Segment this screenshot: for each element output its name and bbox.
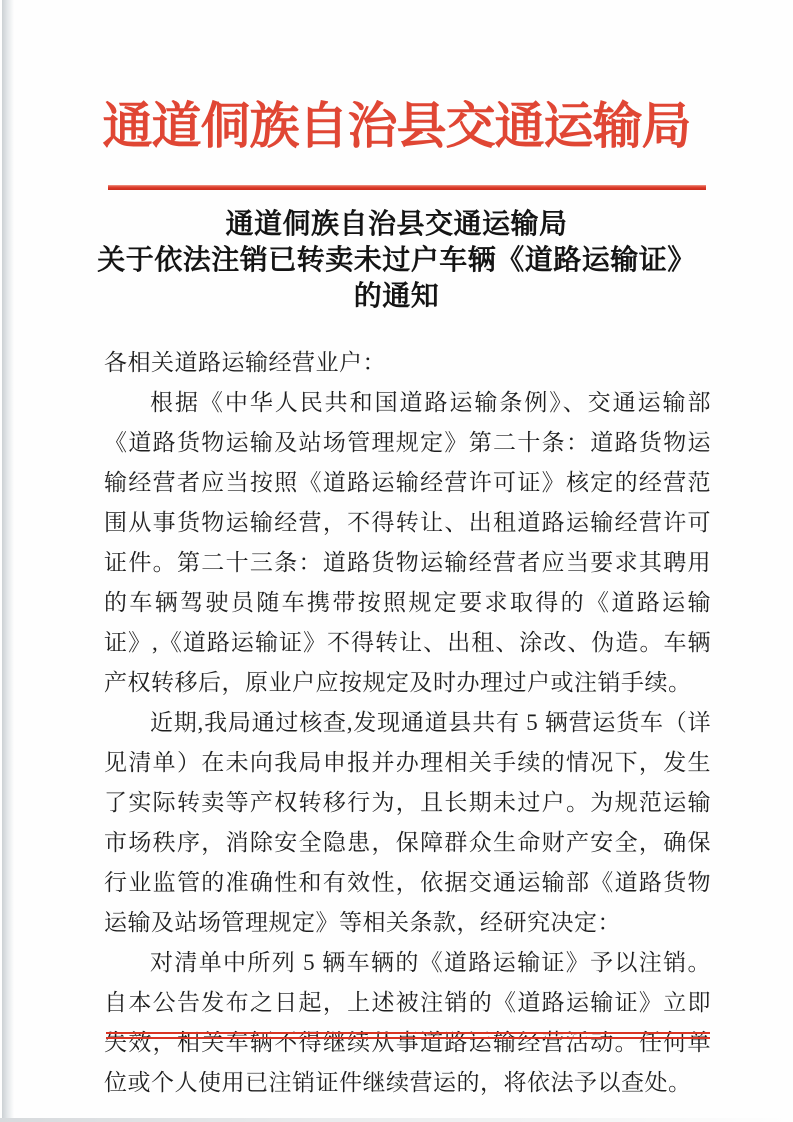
body-paragraph: 对清单中所列 5 辆车辆的《道路运输证》予以注销。自本公告发布之日起，上述被注销的《道路运输证》立即失效，相关车辆不得继续从事道路运输经营活动。任何单位或个人使用已注销证件继续营运的，将依法予以查处。: [104, 950, 711, 1095]
document-title-line-1: 通道侗族自治县交通运输局: [225, 209, 568, 240]
scan-edge-artifact-bottom: [0, 1118, 793, 1122]
body-paragraph: 根据《中华人民共和国道路运输条例》、交通运输部《道路货物运输及站场管理规定》第二十条：道路货物运输经营者应当按照《道路运输经营许可证》核定的经营范围从事货物运输经营，不得转让、出租道路运输经营许可证件。第二十三条：道路货物运输经营者应当要求其聘用的车辆驾驶员随车携带按照规定要求取得的《道路运输证》,《道路运输证》不得转让、出租、涂改、伪造。车辆产权转移后，原业户应按规定及时办理过户或注销手续。: [104, 390, 711, 695]
body-paragraph: 近期,我局通过核查,发现通道县共有 5 辆营运货车（详见清单）在未向我局申报并办理相关手续的情况下，发生了实际转卖等产权转移行为，且长期未过户。为规范运输市场秩序，消除安全隐患，保障群众生命财产安全，确保行业监管的准确性和有效性，依据交通运输部《道路货物运输及站场管理规定》等相关条款，经研究决定：: [104, 710, 711, 935]
document-title-line-2: 关于依法注销已转卖未过户车辆《道路运输证》: [97, 245, 696, 276]
letterhead-agency-name: 通道侗族自治县交通运输局: [102, 98, 691, 154]
document-title: [45, 207, 748, 315]
document-title-line-3: 的通知: [353, 281, 440, 312]
document-body: [104, 343, 711, 1103]
footer-divider-rule: [106, 1032, 710, 1039]
letterhead-divider-rule: [108, 185, 706, 190]
salutation: 各相关道路运输经营业户：: [104, 350, 386, 375]
scan-edge-artifact-left: [2, 0, 14, 1118]
